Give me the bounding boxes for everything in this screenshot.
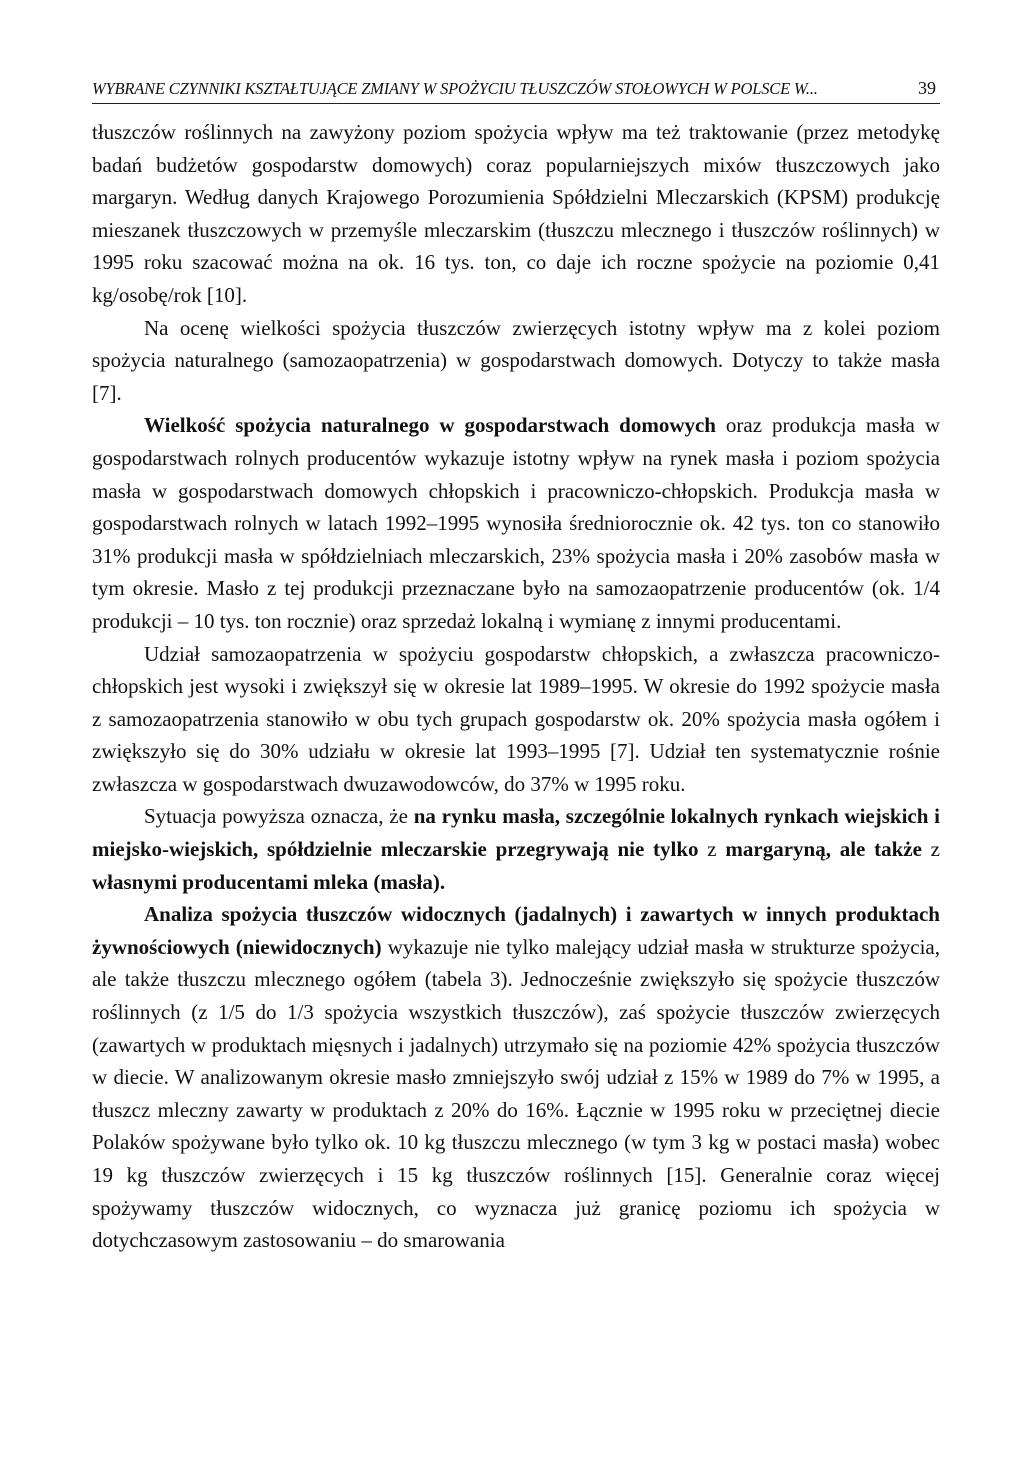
text-segment: z	[921, 837, 940, 862]
text-segment: wykazuje nie tylko malejący udział masła w strukturze spożycia, ale także tłuszczu mlecznego ogółem (tabela 3). Jednocześnie zwiększyło się spożycie tłuszczów roślinnych (z 1/5 do 1/3 spożycia wszystkich tłuszczów), zaś spożycie tłuszczów zwierzęcych (zawartych w produktach mięsnych i jadalnych) utrzymało się na poziomie 42% spożycia tłuszczów w diecie. W analizowanym okresie masło zmniejszyło swój udział z 15% w 1989 do 7% w 1995, a tłuszcz mleczny zawarty w produktach z 20% do 16%. Łącznie w 1995 roku w przeciętnej diecie Polaków spożywane było tylko ok. 10 kg tłuszczu mlecznego (w tym 3 kg w postaci masła) wobec 19 kg tłuszczów zwierzęcych i 15 kg tłuszczów roślinnych [15]. Generalnie coraz więcej spożywamy tłuszczów widocznych, co wyznacza już granicę poziomu ich spożycia w dotychczasowym zastosowaniu – do smarowania	[92, 934, 940, 1253]
bold-text-segment: margaryną, ale także	[725, 837, 922, 862]
text-segment: Na ocenę wielkości spożycia tłuszczów zwierzęcych istotny wpływ ma z kolei poziom spożycia naturalnego (samozaopatrzenia) w gospodarstwach domowych. Dotyczy to także masła [7].	[92, 315, 940, 405]
paragraph-1	[92, 116, 940, 312]
paragraph-3	[92, 409, 940, 637]
document-page	[92, 78, 940, 1257]
bold-text-segment: Wielkość spożycia naturalnego w gospodarstwach domowych	[144, 413, 716, 438]
paragraph-6	[92, 898, 940, 1257]
paragraph-2	[92, 312, 940, 410]
bold-text-segment: Analiza spożycia tłuszczów widocznych (jadalnych) i zawartych w innych produktach żywnościowych (niewidocznych)	[92, 902, 940, 959]
running-header	[92, 78, 940, 104]
body-text	[92, 116, 940, 1257]
paragraph-5	[92, 800, 940, 898]
text-segment: Udział samozaopatrzenia w spożyciu gospodarstw chłopskich, a zwłaszcza pracowniczo-chłopskich jest wysoki i zwiększył się w okresie lat 1989–1995. W okresie do 1992 spożycie masła z samozaopatrzenia stanowiło w obu tych grupach gospodarstw ok. 20% spożycia masła ogółem i zwiększyło się do 30% udziału w okresie lat 1993–1995 [7]. Udział ten systematycznie rośnie zwłaszcza w gospodarstwach dwuzawodowców, do 37% w 1995 roku.	[92, 641, 940, 796]
text-segment: Sytuacja powyższa oznacza, że	[144, 804, 414, 829]
page-number: 39	[918, 78, 936, 98]
text-segment: tłuszczów roślinnych na zawyżony poziom spożycia wpływ ma też traktowanie (przez metodykę badań budżetów gospodarstw domowych) coraz popularniejszych mixów tłuszczowych jako margaryn. Według danych Krajowego Porozumienia Spółdzielni Mleczarskich (KPSM) produkcję mieszanek tłuszczowych w przemyśle mleczarskim (tłuszczu mlecznego i tłuszczów roślinnych) w 1995 roku szacować można na ok. 16 tys. ton, co daje ich roczne spożycie na poziomie 0,41 kg/osobę/rok [10].	[92, 120, 940, 307]
paragraph-4	[92, 638, 940, 801]
text-segment: oraz produkcja masła w gospodarstwach rolnych producentów wykazuje istotny wpływ na rynek masła i poziom spożycia masła w gospodarstwach domowych chłopskich i pracowniczo-chłopskich. Produkcja masła w gospodarstwach rolnych w latach 1992–1995 wynosiła średniorocznie ok. 42 tys. ton co stanowiło 31% produkcji masła w spółdzielniach mleczarskich, 23% spożycia masła i 20% zasobów masła w tym okresie. Masło z tej produkcji przeznaczane było na samozaopatrzenie producentów (ok. 1/4 produkcji – 10 tys. ton rocznie) oraz sprzedaż lokalną i wymianę z innymi producentami.	[92, 413, 940, 633]
running-title: WYBRANE CZYNNIKI KSZTAŁTUJĄCE ZMIANY W SPOŻYCIU TŁUSZCZÓW STOŁOWYCH W POLSCE W...	[92, 79, 818, 98]
bold-text-segment: własnymi producentami mleka (masła).	[92, 869, 446, 894]
bold-text-segment: na rynku masła, szczególnie lokalnych rynkach wiejskich i miejsko-wiejskich, spółdzielnie mleczarskie przegrywają nie tylko	[92, 804, 941, 862]
text-segment: z	[698, 837, 726, 862]
